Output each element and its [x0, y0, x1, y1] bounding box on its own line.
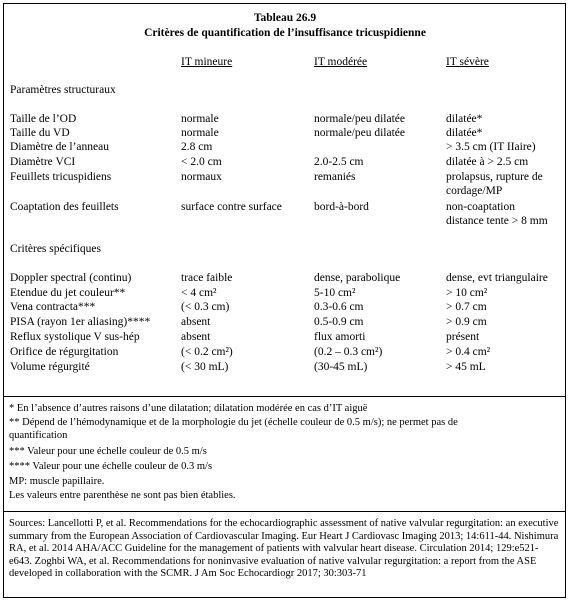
row-label: Taille du VD [10, 127, 70, 139]
row-cell: (< 30 mL) [181, 361, 229, 373]
row-cell: > 0.9 cm [446, 316, 487, 328]
row-cell: dilatée* [446, 113, 483, 125]
row-cell: 0.5-0.9 cm [314, 316, 364, 328]
row-label: Feuillets tricuspidiens [10, 171, 112, 183]
table-subtitle: Critères de quantification de l’insuffisance tricuspidienne [144, 27, 426, 39]
row-cell: normale [181, 127, 219, 139]
row-cell: trace faible [181, 272, 233, 284]
row-cell: (< 0.3 cm) [181, 301, 230, 313]
row-cell: distance tente > 8 mm [446, 215, 548, 227]
footnote: **** Valeur pour une échelle couleur de 0.3 m/s [9, 461, 213, 472]
col-header-moderee: IT modérée [314, 56, 368, 68]
row-label: Diamètre VCI [10, 156, 76, 168]
row-cell: dense, evt triangulaire [446, 272, 548, 284]
row-cell: > 0.7 cm [446, 301, 487, 313]
row-cell: absent [181, 316, 211, 328]
row-label: PISA (rayon 1er aliasing)**** [10, 316, 151, 328]
row-label: Coaptation des feuillets [10, 201, 119, 213]
footnote: Les valeurs entre parenthèse ne sont pas bien établies. [9, 490, 236, 501]
section-structuraux: Paramètres structuraux [10, 84, 116, 96]
row-label: Doppler spectral (continu) [10, 272, 132, 284]
row-cell: > 10 cm² [446, 287, 488, 299]
section-specifiques: Critères spécifiques [10, 243, 102, 255]
row-cell: (< 0.2 cm²) [181, 346, 233, 358]
row-cell: absent [181, 331, 211, 343]
row-label: Vena contracta*** [10, 301, 96, 313]
sources-text: Sources: Lancellotti P, et al. Recommendations for the echocardiographic assessment of native valvular regurgitation: an executive summary from the European Association of Cardiovascular Imaging. Eur Heart J Cardiovasc Imaging 2013; 14:611-44. Nishimura RA, et al. 2014 AHA/ACC Guideline for the management of patients with valvular heart disease. Circulation 2014; 129:e521-e643. Zoghbi WA, et al. Recommendations for noninvasive evaluation of native valvular regurgitation: a report from the ASE developed in collaboration with the SCMR. J Am Soc Echocardiogr 2017; 30:303-71 [9, 518, 559, 580]
row-cell: flux amorti [314, 331, 366, 343]
row-cell: 2.8 cm [181, 141, 213, 153]
row-cell: normale [181, 113, 219, 125]
footnote: *** Valeur pour une échelle couleur de 0.5 m/s [9, 446, 207, 457]
row-cell: surface contre surface [181, 201, 282, 213]
row-cell: > 3.5 cm (IT IIaire) [446, 141, 536, 153]
row-cell: bord-à-bord [314, 201, 369, 213]
row-cell: < 4 cm² [181, 287, 217, 299]
footnote: quantification [9, 430, 68, 441]
row-cell: normale/peu dilatée [314, 127, 406, 139]
row-cell: présent [446, 331, 480, 343]
row-cell: dense, parabolique [314, 272, 401, 284]
row-cell: 0.3-0.6 cm [314, 301, 364, 313]
row-cell: normaux [181, 171, 222, 183]
row-cell: normale/peu dilatée [314, 113, 406, 125]
row-cell: dilatée à > 2.5 cm [446, 156, 529, 168]
footnote: MP: muscle papillaire. [9, 476, 105, 487]
footnote: * En l’absence d’autres raisons d’une dilatation; dilatation modérée en cas d’IT aiguë [9, 403, 368, 414]
table-title: Tableau 26.9 [253, 12, 317, 24]
row-cell: prolapsus, rupture de [446, 171, 543, 183]
row-label: Orifice de régurgitation [10, 346, 119, 358]
row-cell: 5-10 cm² [314, 287, 356, 299]
row-label: Etendue du jet couleur** [10, 287, 126, 299]
col-header-mineure: IT mineure [181, 56, 233, 68]
row-cell: (0.2 – 0.3 cm²) [314, 346, 383, 358]
row-cell: > 0.4 cm² [446, 346, 491, 358]
row-cell: non-coaptation [446, 201, 515, 213]
row-cell: 2.0-2.5 cm [314, 156, 364, 168]
row-label: Diamètre de l’anneau [10, 141, 109, 153]
row-cell: dilatée* [446, 127, 483, 139]
row-cell: remaniés [314, 171, 356, 183]
footnote: ** Dépend de l’hémodynamique et de la morphologie du jet (échelle couleur de 0.5 m/s); ne permet pas de [9, 417, 458, 428]
row-label: Volume régurgité [10, 361, 90, 373]
row-label: Reflux systolique V sus-hép [10, 331, 140, 343]
row-cell: > 45 mL [446, 361, 486, 373]
row-cell: (30-45 mL) [314, 361, 368, 373]
row-cell: < 2.0 cm [181, 156, 222, 168]
row-cell: cordage/MP [446, 185, 503, 197]
col-header-severe: IT sévère [446, 56, 489, 68]
row-label: Taille de l’OD [10, 113, 77, 125]
